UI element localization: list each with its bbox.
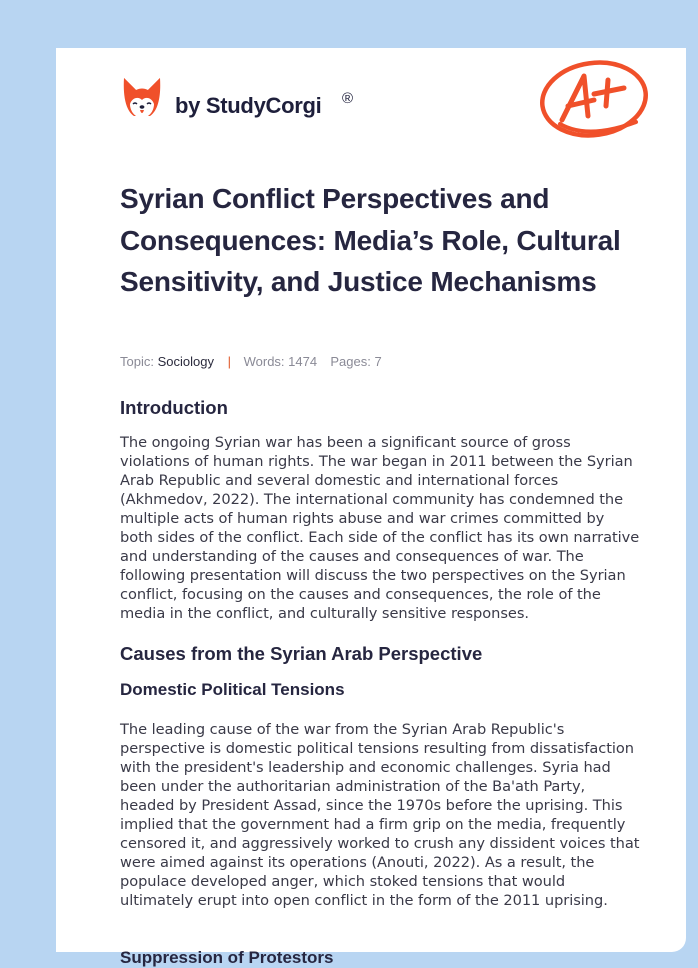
words-count: 1474: [288, 354, 318, 369]
section-paragraph-domestic-tensions: The leading cause of the war from the Syrian Arab Republic's perspective is domestic political tensions resulting from dissatisfaction with the president's leadership and economic challenges. Syria had been under the authoritarian administration of the Ba'ath Party, headed by President Assad, since the 1970s before the uprising. This implied that the government had a firm grip on the media, frequently censored it, and aggressively worked to crush any dissident voices that were aimed against its operations (Anouti, 2022). As a result, the populace developed anger, which stoked tensions that would ultimately erupt into open conflict in the form of the 2011 uprising.: [120, 721, 640, 909]
subsection-heading-suppression: Suppression of Protestors: [120, 948, 334, 967]
topic-label: Topic:: [120, 354, 154, 369]
registered-mark: ®: [342, 90, 354, 107]
corgi-logo-icon: [122, 76, 162, 120]
subsection-heading-domestic-tensions: Domestic Political Tensions: [120, 680, 345, 699]
document-meta: [120, 354, 382, 369]
a-plus-grade-icon: [538, 58, 650, 142]
pages-count: 7: [374, 354, 382, 369]
section-heading-introduction: Introduction: [120, 397, 228, 418]
brand-name: by StudyCorgi: [175, 93, 322, 118]
topic-link[interactable]: Sociology: [157, 354, 214, 369]
section-heading-causes: Causes from the Syrian Arab Perspective: [120, 643, 483, 664]
meta-separator: |: [227, 354, 231, 369]
document-title: Syrian Conflict Perspectives and Consequences: Media’s Role, Cultural Sensitivity, and Justice Mechanisms: [120, 183, 621, 297]
pages-label: Pages:: [330, 354, 371, 369]
section-paragraph-introduction: The ongoing Syrian war has been a significant source of gross violations of human rights. The war began in 2011 between the Syrian Arab Republic and several domestic and international forces (Akhmedov, 2022). The international community has condemned the multiple acts of human rights abuse and war crimes committed by both sides of the conflict. Each side of the conflict has its own narrative and understanding of the causes and consequences of war. The following presentation will discuss the two perspectives on the Syrian conflict, focusing on the causes and consequences, the role of the media in the conflict, and culturally sensitive responses.: [120, 434, 640, 622]
words-label: Words:: [243, 354, 285, 369]
